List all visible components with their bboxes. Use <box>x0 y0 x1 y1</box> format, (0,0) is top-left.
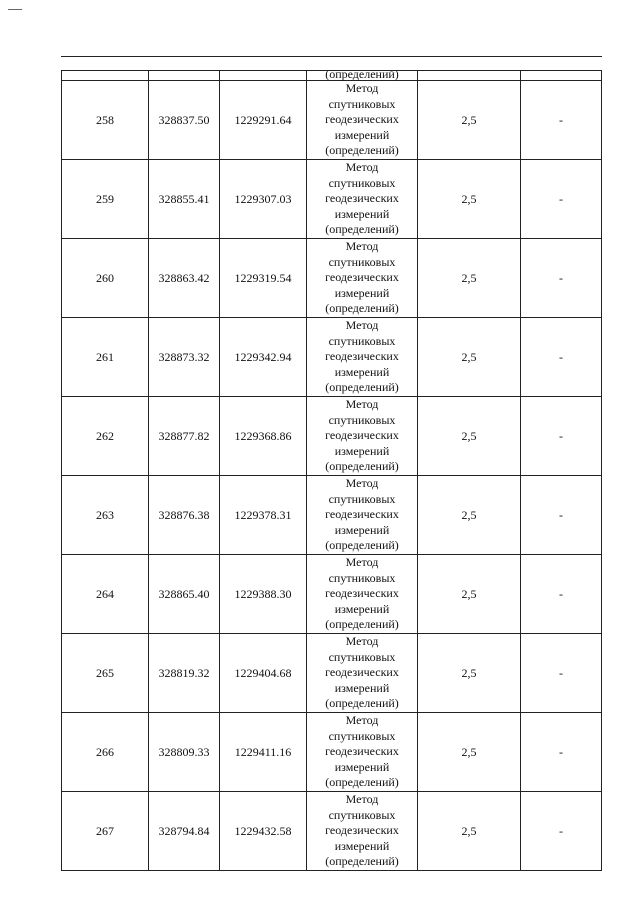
method-line: геодезических <box>325 586 399 601</box>
coord-y: 1229368.86 <box>220 397 307 475</box>
corner-mark <box>8 9 22 10</box>
method-line: геодезических <box>325 270 399 285</box>
method-line: Метод <box>345 792 379 807</box>
table-row <box>61 318 602 397</box>
continued-row <box>61 67 602 81</box>
point-number: 263 <box>62 476 149 554</box>
coord-y: 1229432.58 <box>220 792 307 870</box>
method-cell <box>307 792 418 870</box>
accuracy: 2,5 <box>418 792 521 870</box>
method-line: измерений <box>334 680 390 695</box>
method-cell <box>307 318 418 396</box>
method-line: геодезических <box>325 349 399 364</box>
method-line: измерений <box>334 443 390 458</box>
coord-x: 328809.33 <box>149 713 220 791</box>
coord-x: 328865.40 <box>149 555 220 633</box>
table-row <box>61 81 602 160</box>
point-number: 262 <box>62 397 149 475</box>
method-line: (определений) <box>325 301 399 316</box>
continued-cell-method: (определений) <box>307 70 418 80</box>
method-cell <box>307 397 418 475</box>
method-line: (определений) <box>325 617 399 632</box>
coord-x: 328837.50 <box>149 81 220 159</box>
point-number: 265 <box>62 634 149 712</box>
coord-x: 328863.42 <box>149 239 220 317</box>
method-line: Метод <box>345 318 379 333</box>
accuracy: 2,5 <box>418 318 521 396</box>
method-line: Метод <box>345 397 379 412</box>
method-cell <box>307 239 418 317</box>
method-line: геодезических <box>325 665 399 680</box>
coord-y: 1229388.30 <box>220 555 307 633</box>
table-row <box>61 239 602 318</box>
note: - <box>559 665 563 680</box>
method-line: Метод <box>345 476 379 491</box>
note: - <box>559 112 563 127</box>
method-line: измерений <box>334 206 390 221</box>
method-line: измерений <box>334 759 390 774</box>
point-number: 266 <box>62 713 149 791</box>
strip-line-bottom <box>61 70 602 71</box>
table-row <box>61 555 602 634</box>
coord-x: 328876.38 <box>149 476 220 554</box>
method-line: геодезических <box>325 744 399 759</box>
coord-x: 328794.84 <box>149 792 220 870</box>
method-line: (определений) <box>325 143 399 158</box>
accuracy: 2,5 <box>418 397 521 475</box>
table-row <box>61 713 602 792</box>
method-line: спутниковых <box>328 254 396 269</box>
method-line: измерений <box>334 364 390 379</box>
note: - <box>559 507 563 522</box>
method-line: спутниковых <box>328 807 396 822</box>
continued-cell-y <box>220 70 307 80</box>
coord-y: 1229411.16 <box>220 713 307 791</box>
point-number: 261 <box>62 318 149 396</box>
accuracy: 2,5 <box>418 555 521 633</box>
method-line: спутниковых <box>328 412 396 427</box>
method-cell <box>307 476 418 554</box>
note: - <box>559 586 563 601</box>
method-line: измерений <box>334 522 390 537</box>
method-line: геодезических <box>325 428 399 443</box>
coord-x: 328855.41 <box>149 160 220 238</box>
table-row <box>61 634 602 713</box>
coord-y: 1229319.54 <box>220 239 307 317</box>
method-line: Метод <box>345 160 379 175</box>
accuracy: 2,5 <box>418 81 521 159</box>
accuracy: 2,5 <box>418 476 521 554</box>
continued-cell-num <box>62 70 149 80</box>
method-line: измерений <box>334 601 390 616</box>
method-line: Метод <box>345 81 379 96</box>
continued-cell-note <box>521 70 601 80</box>
note: - <box>559 744 563 759</box>
point-number: 259 <box>62 160 149 238</box>
method-line: (определений) <box>325 222 399 237</box>
method-cell <box>307 555 418 633</box>
coord-y: 1229378.31 <box>220 476 307 554</box>
method-line: спутниковых <box>328 728 396 743</box>
coord-y: 1229404.68 <box>220 634 307 712</box>
method-line: спутниковых <box>328 570 396 585</box>
table-row <box>61 476 602 555</box>
method-line: Метод <box>345 239 379 254</box>
note: - <box>559 191 563 206</box>
method-line: измерений <box>334 285 390 300</box>
note: - <box>559 270 563 285</box>
note: - <box>559 823 563 838</box>
method-line: (определений) <box>325 696 399 711</box>
accuracy: 2,5 <box>418 239 521 317</box>
point-number: 264 <box>62 555 149 633</box>
method-line: спутниковых <box>328 649 396 664</box>
method-cell <box>307 713 418 791</box>
method-line: измерений <box>334 127 390 142</box>
method-cell <box>307 634 418 712</box>
point-number: 258 <box>62 81 149 159</box>
coord-x: 328873.32 <box>149 318 220 396</box>
method-line: спутниковых <box>328 175 396 190</box>
method-line: (определений) <box>325 775 399 790</box>
method-line: спутниковых <box>328 491 396 506</box>
method-line: (определений) <box>325 854 399 869</box>
strip-line-top <box>61 56 602 57</box>
method-cell <box>307 160 418 238</box>
method-line: геодезических <box>325 507 399 522</box>
continued-cell-accuracy <box>418 70 521 80</box>
method-line: Метод <box>345 713 379 728</box>
method-line: (определений) <box>325 459 399 474</box>
table-top-strip <box>61 56 602 70</box>
method-line: геодезических <box>325 112 399 127</box>
note: - <box>559 349 563 364</box>
coordinates-table <box>61 56 602 871</box>
method-line: измерений <box>334 838 390 853</box>
coord-x: 328819.32 <box>149 634 220 712</box>
method-line: геодезических <box>325 191 399 206</box>
note: - <box>559 428 563 443</box>
point-number: 267 <box>62 792 149 870</box>
table-row <box>61 160 602 239</box>
accuracy: 2,5 <box>418 713 521 791</box>
method-line: (определений) <box>325 538 399 553</box>
method-line: Метод <box>345 634 379 649</box>
method-line: спутниковых <box>328 96 396 111</box>
method-line: (определений) <box>325 380 399 395</box>
table-body <box>61 81 602 871</box>
method-line: спутниковых <box>328 333 396 348</box>
coord-y: 1229307.03 <box>220 160 307 238</box>
accuracy: 2,5 <box>418 160 521 238</box>
coord-y: 1229342.94 <box>220 318 307 396</box>
table-row <box>61 792 602 871</box>
table-row <box>61 397 602 476</box>
coord-x: 328877.82 <box>149 397 220 475</box>
continued-cell-x <box>149 70 220 80</box>
method-line: Метод <box>345 555 379 570</box>
accuracy: 2,5 <box>418 634 521 712</box>
method-cell <box>307 81 418 159</box>
coord-y: 1229291.64 <box>220 81 307 159</box>
method-line: геодезических <box>325 823 399 838</box>
point-number: 260 <box>62 239 149 317</box>
